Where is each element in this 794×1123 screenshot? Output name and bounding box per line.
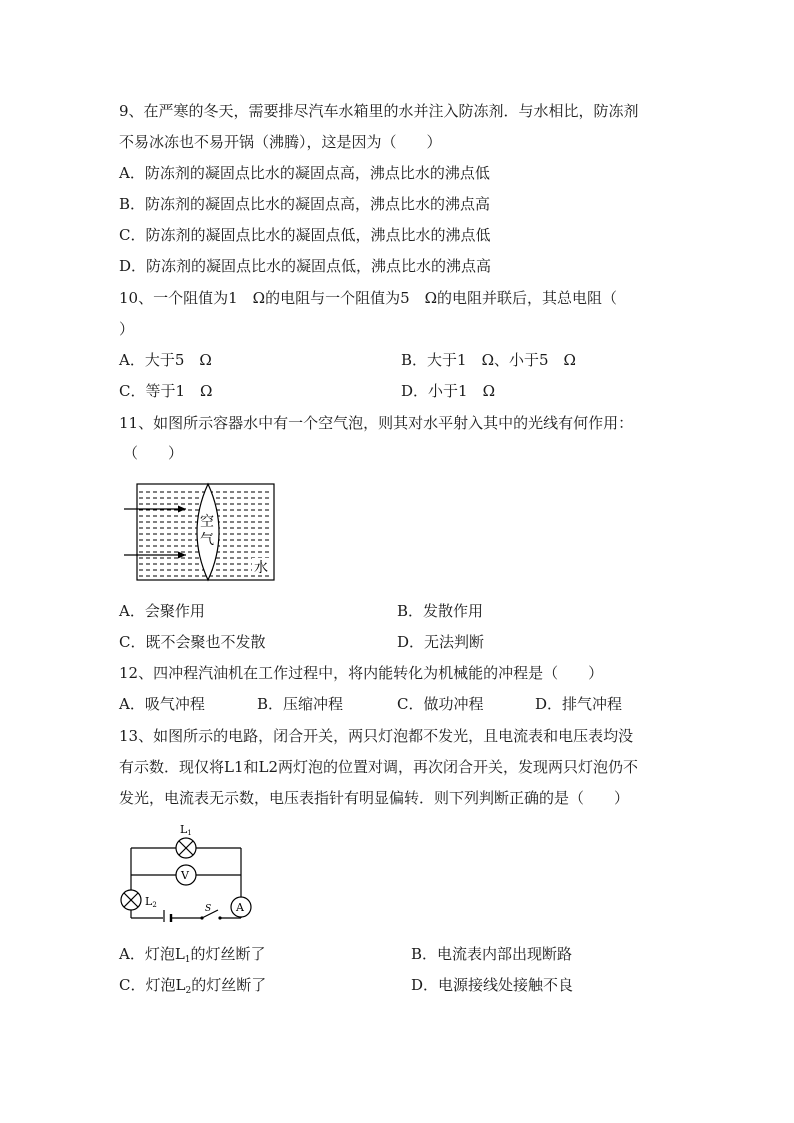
q13-stem-line1: 13、如图所示的电路，闭合开关，两只灯泡都不发光，且电流表和电压表均没 <box>119 727 634 745</box>
q11-option-d: D．无法判断 <box>397 633 485 651</box>
q13-option-a: A．灯泡$L_1$的灯丝断了 <box>119 945 266 965</box>
q11-stem-line2: （ ） <box>123 444 184 462</box>
lamp-l2-icon <box>121 890 141 910</box>
q10-option-a: A．大于5 Ω <box>119 351 212 369</box>
lamp-l1-icon <box>176 838 196 858</box>
q13-stem-line2: 有示数．现仅将L1和L2两灯泡的位置对调，再次闭合开关，发现两只灯泡仍不 <box>119 758 639 776</box>
q9-option-d: D．防冻剂的凝固点比水的凝固点低，沸点比水的沸点高 <box>119 257 492 275</box>
air-label-1: 空 <box>200 514 214 530</box>
q9-stem-line2: 不易冰冻也不易开锅（沸腾），这是因为（ ） <box>119 133 442 151</box>
water-label: 水 <box>254 560 268 576</box>
q11-option-b: B．发散作用 <box>397 602 484 620</box>
q12-option-a: A．吸气冲程 <box>119 695 205 713</box>
ammeter-label: A <box>236 901 244 914</box>
q9-option-c: C．防冻剂的凝固点比水的凝固点低，沸点比水的沸点低 <box>119 226 491 244</box>
q12-option-c: C．做功冲程 <box>397 695 484 713</box>
q9-option-b: B．防冻剂的凝固点比水的凝固点高，沸点比水的沸点高 <box>119 195 491 213</box>
l1-label: L1 <box>180 823 192 837</box>
air-label-2: 气 <box>200 532 214 548</box>
q10-option-b: B．大于1 Ω、小于5 Ω <box>401 351 576 369</box>
q9-option-a: A．防冻剂的凝固点比水的凝固点高，沸点比水的沸点低 <box>119 164 490 182</box>
l2-label: L2 <box>145 895 157 909</box>
switch-label: S <box>205 904 212 914</box>
q9-stem-line1: 9、在严寒的冬天，需要排尽汽车水箱里的水并注入防冻剂．与水相比，防冻剂 <box>119 102 639 120</box>
voltmeter-label: V <box>181 869 189 882</box>
q13-option-c: C．灯泡$L_2$的灯丝断了 <box>119 976 267 996</box>
q10-option-c: C．等于1 Ω <box>119 382 213 400</box>
q10-stem-line2: ） <box>119 320 135 338</box>
q12-stem: 12、四冲程汽油机在工作过程中，将内能转化为机械能的冲程是（ ） <box>119 664 604 682</box>
switch-pivot <box>200 916 203 919</box>
q13-option-d: D．电源接线处接触不良 <box>411 976 574 994</box>
air-bubble-figure <box>110 478 285 586</box>
q13-option-b: B．电流表内部出现断路 <box>411 945 573 963</box>
q13-stem-line3: 发光，电流表无示数，电压表指针有明显偏转．则下列判断正确的是（ ） <box>119 789 630 807</box>
q12-option-b: B．压缩冲程 <box>257 695 344 713</box>
q10-stem-line1: 10、一个阻值为1 Ω的电阻与一个阻值为5 Ω的电阻并联后，其总电阻（ <box>119 289 618 307</box>
circuit-diagram <box>110 818 270 922</box>
switch-contact <box>218 916 221 919</box>
q11-option-c: C．既不会聚也不发散 <box>119 633 266 651</box>
q12-option-d: D．排气冲程 <box>535 695 623 713</box>
q11-option-a: A．会聚作用 <box>119 602 205 620</box>
q10-option-d: D．小于1 Ω <box>401 382 496 400</box>
q11-stem-line1: 11、如图所示容器水中有一个空气泡，则其对水平射入其中的光线有何作用： <box>119 414 634 432</box>
